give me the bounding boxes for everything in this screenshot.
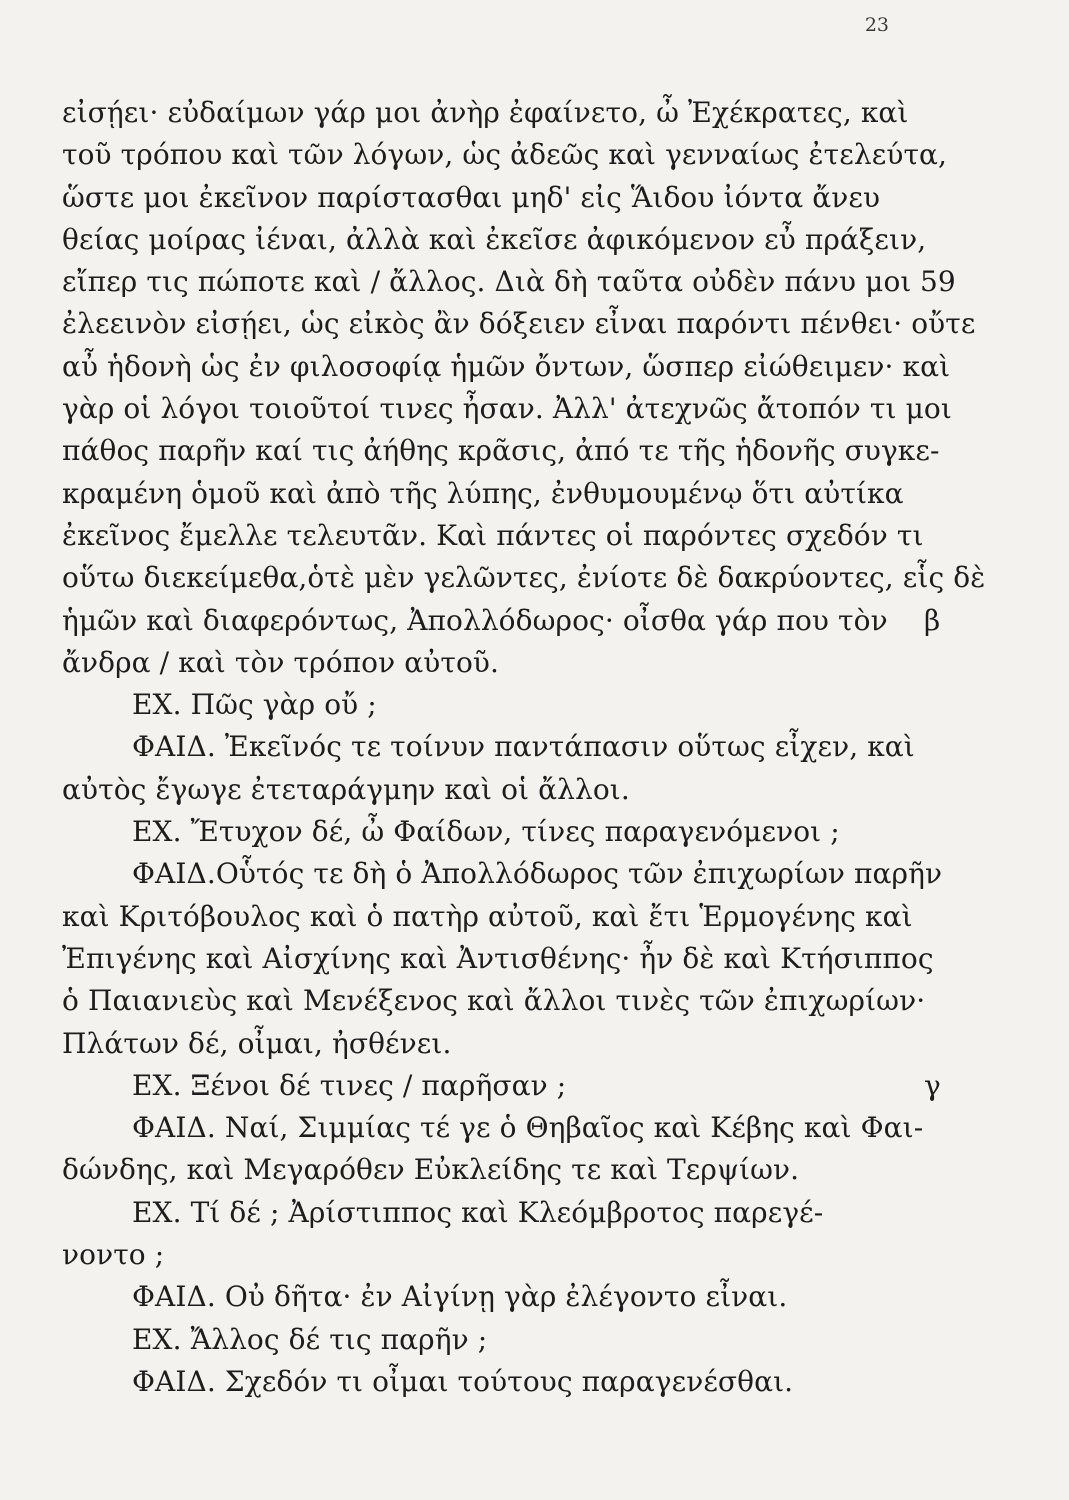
text-line-content: δώνδης, καὶ Μεγαρόθεν Εὐκλείδης τε καὶ Τερψίων.: [62, 1153, 800, 1187]
text-line: [62, 684, 922, 726]
text-line: [62, 92, 922, 134]
text-line-content: ἐκεῖνος ἔμελλε τελευτᾶν. Καὶ πάντες οἱ παρόντες σχεδόν τι: [62, 518, 924, 552]
text-line: [62, 1276, 922, 1318]
text-line: [62, 1107, 922, 1149]
text-line: [62, 303, 976, 345]
text-line-content: αὖ ἡδονὴ ὡς ἐν φιλοσοφίᾳ ἡμῶν ὄντων, ὥσπερ εἰώθειμεν· καὶ: [62, 349, 951, 383]
text-line: [62, 769, 922, 811]
text-line: [62, 1192, 922, 1234]
text-line: [62, 134, 948, 176]
text-line-content: εἴπερ τις πώποτε καὶ / ἄλλος. Διὰ δὴ ταῦτα οὐδὲν πάνυ μοι: [62, 265, 912, 299]
text-line-content: τοῦ τρόπου καὶ τῶν λόγων, ὡς ἀδεῶς καὶ γενναίως ἐτελεύτα,: [62, 138, 948, 172]
text-line: [62, 642, 922, 684]
text-line-content: Ἐπιγένης καὶ Αἰσχίνης καὶ Ἀντισθένης· ἦν δὲ καὶ Κτήσιππος: [62, 941, 934, 975]
text-line: [62, 1149, 922, 1191]
text-line: [62, 1023, 922, 1065]
text-line-content: ΦΑΙΔ. Σχεδόν τι οἶμαι τούτους παραγενέσθαι.: [132, 1364, 794, 1398]
text-line-content: πάθος παρῆν καί τις ἀήθης κρᾶσις, ἀπό τε τῆς ἡδονῆς συγκε-: [62, 434, 940, 468]
text-line: [62, 853, 943, 895]
text-line: [62, 896, 922, 938]
text-line: [62, 430, 940, 472]
text-line: [62, 388, 952, 430]
text-line: [62, 1234, 922, 1276]
text-line-content: γὰρ οἱ λόγοι τοιοῦτοί τινες ἦσαν. Ἀλλ' ἀτεχνῶς ἄτοπόν τι μοι: [62, 392, 952, 426]
text-line-content: ἄνδρα / καὶ τὸν τρόπον αὐτοῦ.: [62, 645, 500, 679]
margin-marker: β: [924, 603, 941, 637]
text-line-content: ΦΑΙΔ. Ἐκεῖνός τε τοίνυν παντάπασιν οὕτως εἶχεν, καὶ: [132, 730, 915, 764]
text-line: [62, 1319, 922, 1361]
text-line: [62, 811, 922, 853]
text-line: [62, 600, 941, 642]
text-line: [62, 515, 922, 557]
text-line: [62, 1361, 922, 1403]
text-line-content: εἰσῄει· εὐδαίμων γάρ μοι ἀνὴρ ἐφαίνετο, ὦ Ἐχέκρατες, καὶ: [62, 96, 909, 129]
text-line: [62, 473, 922, 515]
text-line: [62, 346, 951, 388]
text-line-content: ὥστε μοι ἐκεῖνον παρίστασθαι μηδ' εἰς Ἅιδου ἰόντα ἄνευ: [62, 180, 881, 214]
text-line-content: ΕΧ. Ἄλλος δέ τις παρῆν ;: [132, 1322, 488, 1356]
text-line-content: ΕΧ. Πῶς γὰρ οὔ ;: [132, 688, 377, 722]
greek-text-body: [62, 92, 986, 1403]
text-line-content: ΦΑΙΔ.Οὗτός τε δὴ ὁ Ἀπολλόδωρος τῶν ἐπιχωρίων παρῆν: [132, 857, 943, 891]
text-line-content: οὕτω διεκείμεθα,ὁτὲ μὲν γελῶντες, ἐνίοτε δὲ δακρύοντες, εἷς δὲ: [62, 561, 986, 595]
text-line-content: ἐλεεινὸν εἰσῄει, ὡς εἰκὸς ἂν δόξειεν εἶναι παρόντι πένθει· οὔτε: [62, 307, 976, 341]
text-line-content: κραμένη ὁμοῦ καὶ ἀπὸ τῆς λύπης, ἐνθυμουμένῳ ὅτι αὐτίκα: [62, 476, 904, 510]
text-line-content: νοντο ;: [62, 1238, 165, 1272]
text-line: [62, 938, 934, 980]
text-line: [62, 726, 922, 768]
text-line: [62, 557, 986, 599]
text-line-content: ΦΑΙΔ. Ναί, Σιμμίας τέ γε ὁ Θηβαῖος καὶ Κέβης καὶ Φαι-: [132, 1111, 924, 1145]
text-line-content: ΕΧ. Ξένοι δέ τινες / παρῆσαν ;: [132, 1068, 567, 1102]
text-line: [62, 980, 926, 1022]
margin-marker: γ: [924, 1068, 941, 1102]
margin-marker: 59: [920, 265, 956, 299]
text-line-content: ΦΑΙΔ. Οὐ δῆτα· ἐν Αἰγίνῃ γὰρ ἐλέγοντο εἶναι.: [132, 1280, 788, 1314]
text-line-content: καὶ Κριτόβουλος καὶ ὁ πατὴρ αὐτοῦ, καὶ ἔτι Ἑρμογένης καὶ: [62, 899, 913, 933]
text-line-content: αὐτὸς ἔγωγε ἐτεταράγμην καὶ οἱ ἄλλοι.: [62, 772, 630, 806]
text-line: [62, 1065, 941, 1107]
text-line-content: ΕΧ. Τί δέ ; Ἀρίστιππος καὶ Κλεόμβροτος παρεγέ-: [132, 1195, 824, 1229]
text-line-content: θείας μοίρας ἰέναι, ἀλλὰ καὶ ἐκεῖσε ἀφικόμενον εὖ πράξειν,: [62, 222, 927, 256]
text-line-content: Πλάτων δέ, οἶμαι, ἠσθένει.: [62, 1026, 452, 1060]
text-line-content: ὁ Παιανιεὺς καὶ Μενέξενος καὶ ἄλλοι τινὲς τῶν ἐπιχωρίων·: [62, 984, 926, 1018]
text-line: [62, 219, 927, 261]
text-line-content: ἡμῶν καὶ διαφερόντως, Ἀπολλόδωρος· οἶσθα γάρ που τὸν: [62, 603, 888, 637]
text-line: [62, 261, 956, 303]
text-line: [62, 177, 922, 219]
page-number: 23: [864, 14, 889, 36]
text-line-content: ΕΧ. Ἔτυχον δέ, ὦ Φαίδων, τίνες παραγενόμενοι ;: [132, 815, 840, 849]
